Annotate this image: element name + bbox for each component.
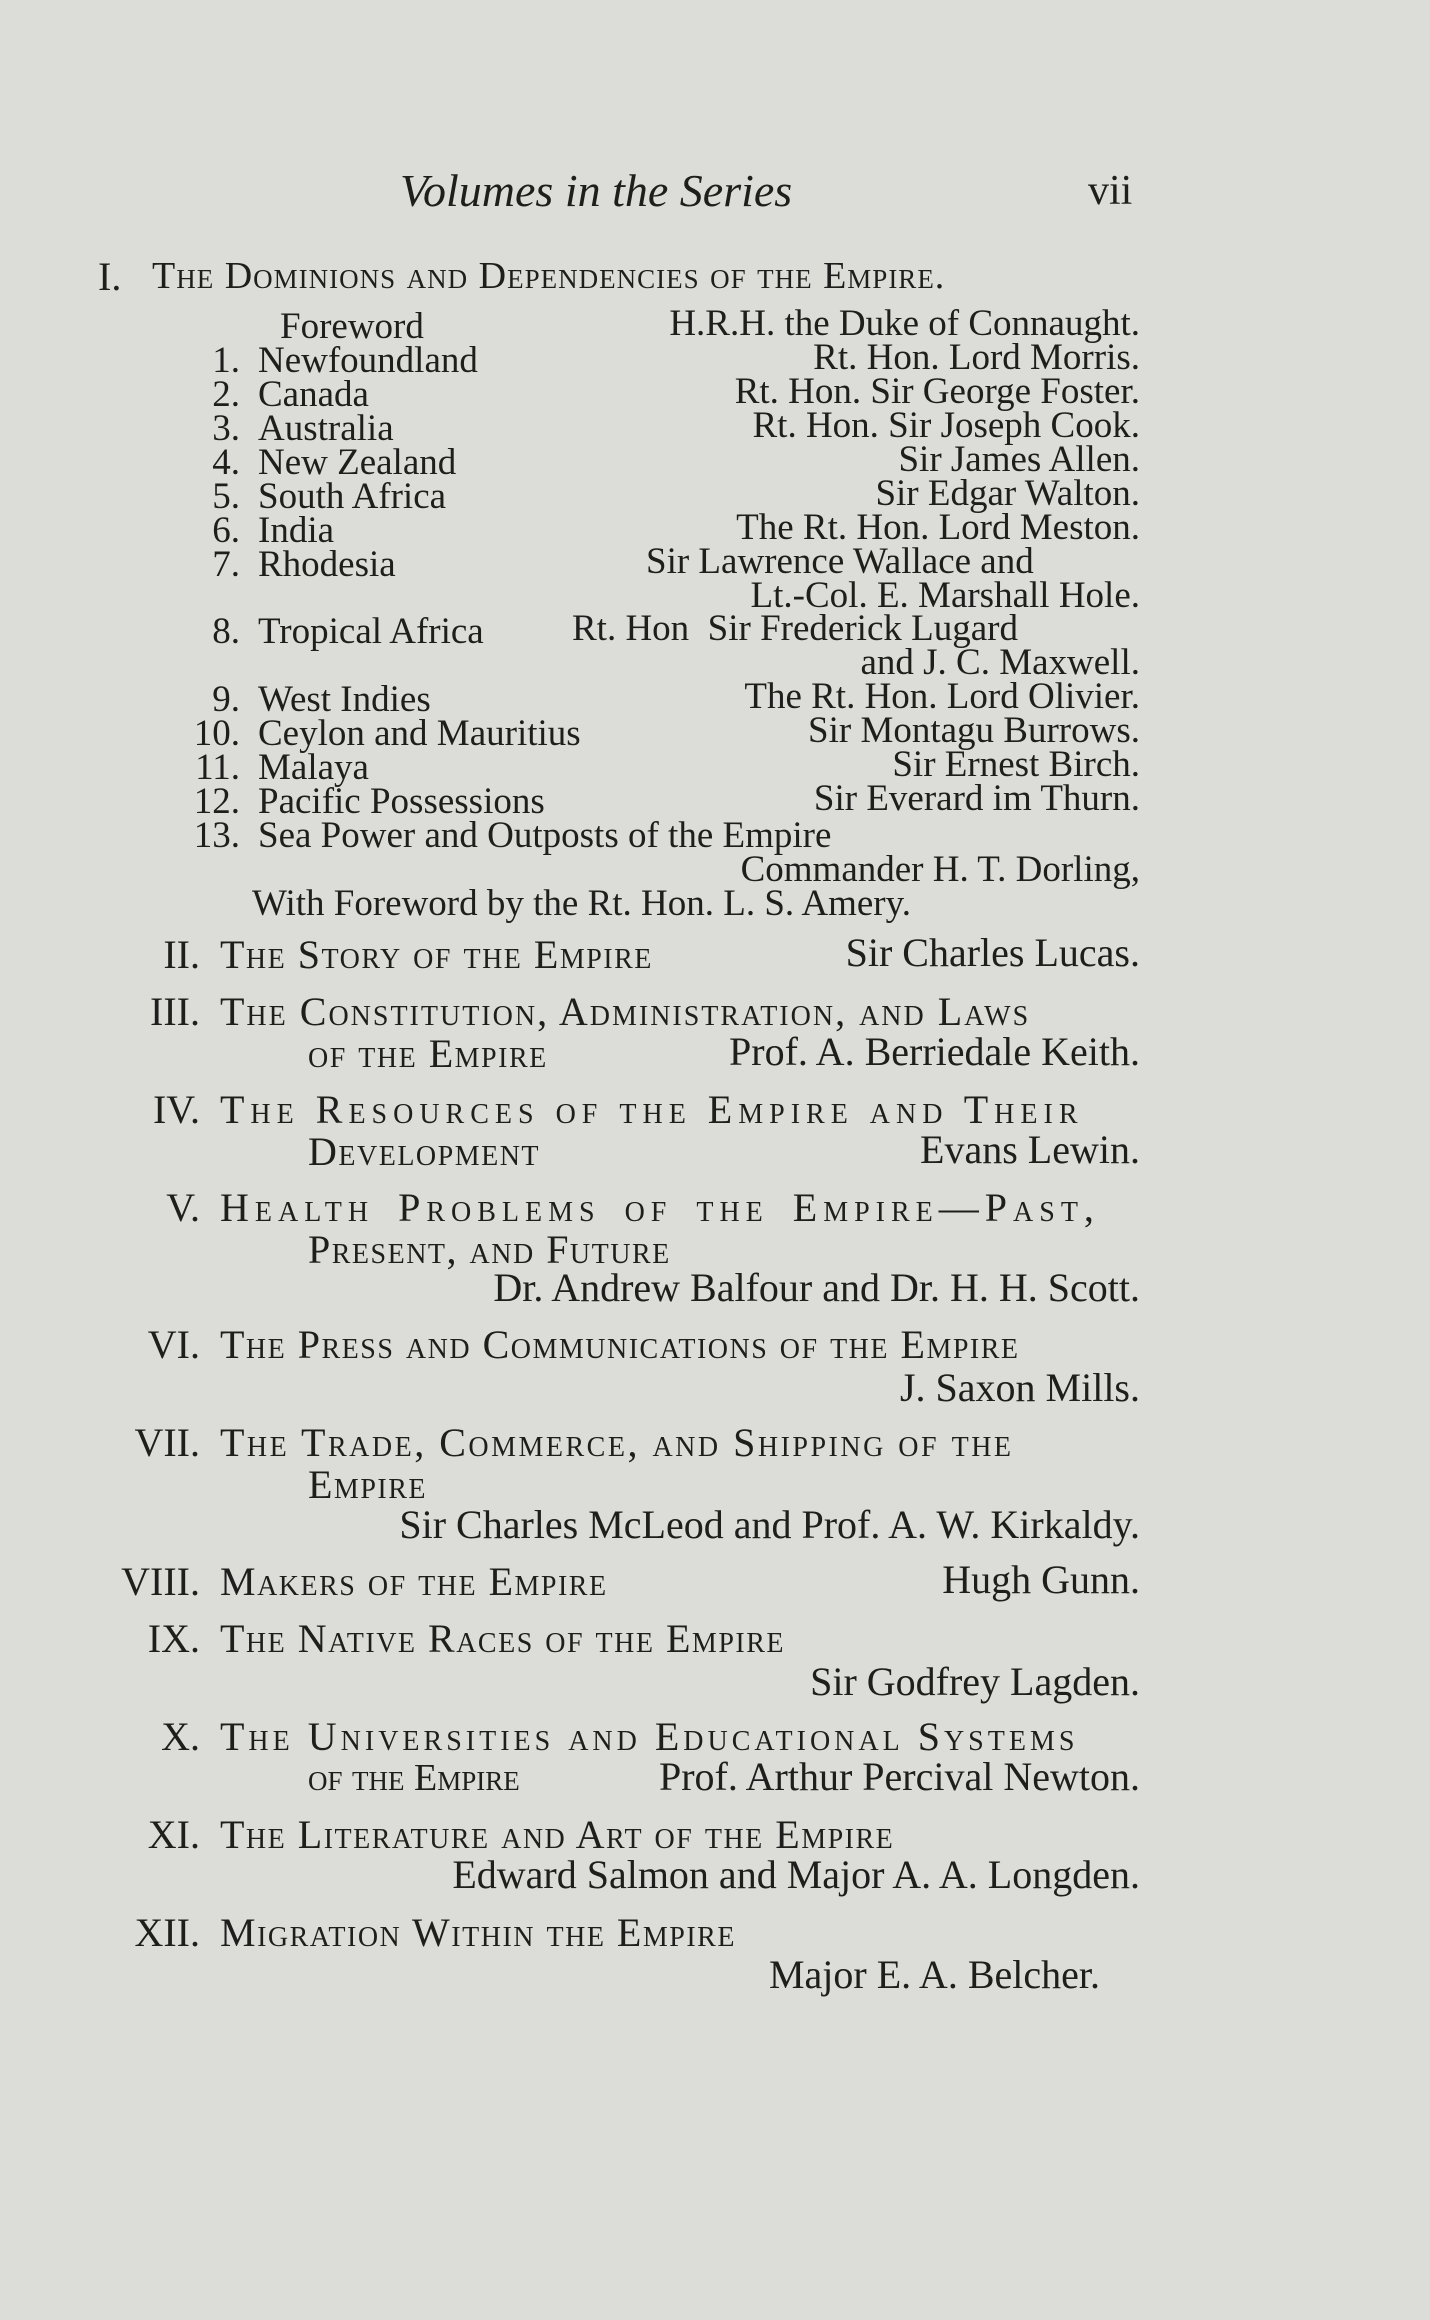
list-item-title: India: [258, 510, 335, 551]
volume-title: The Story of the Empire: [220, 932, 653, 977]
volume-title: The Resources of the Empire and Their: [220, 1087, 1084, 1132]
volume-author: Evans Lewin.: [920, 1127, 1140, 1172]
list-item-title: New Zealand: [258, 442, 457, 483]
volume-numeral: XI.: [147, 1812, 200, 1857]
volume-numeral: VI.: [147, 1322, 200, 1367]
volume-title-continued: Development: [308, 1129, 541, 1174]
volume-title: The Universities and Educational Systems: [220, 1714, 1079, 1759]
list-item-title: Sea Power and Outposts of the Empire: [258, 815, 832, 856]
list-item-author: Rt. Hon. Sir Joseph Cook.: [752, 405, 1140, 446]
list-item-number: 1.: [212, 340, 240, 381]
list-item-author: The Rt. Hon. Lord Olivier.: [744, 676, 1140, 717]
volume-title: The Literature and Art of the Empire: [220, 1812, 895, 1857]
volume-title-continued: Present, and Future: [308, 1227, 671, 1272]
list-item-author: Sir Edgar Walton.: [875, 473, 1140, 514]
list-item-title: Ceylon and Mauritius: [258, 713, 581, 754]
volume-title: Migration Within the Empire: [220, 1910, 736, 1955]
volume-title-continued: of the Empire: [308, 1757, 520, 1799]
foreword-author: H.R.H. the Duke of Connaught.: [669, 303, 1140, 344]
volume-author: Major E. A. Belcher.: [768, 1952, 1100, 1997]
list-item-number: 6.: [212, 510, 240, 551]
list-item-author: Rt. Hon Sir Frederick Lugard: [572, 608, 1018, 649]
list-item-author: Sir Everard im Thurn.: [813, 778, 1140, 819]
volume-author: Sir Godfrey Lagden.: [810, 1659, 1140, 1704]
list-item-title: West Indies: [258, 679, 431, 720]
volume-author: Edward Salmon and Major A. A. Longden.: [452, 1852, 1140, 1897]
volume-author: Sir Charles Lucas.: [845, 930, 1140, 975]
foreword-note: With Foreword by the Rt. Hon. L. S. Amery.: [252, 883, 911, 924]
volume-title: The Press and Communications of the Empire: [220, 1322, 1020, 1367]
part1-numeral: I.: [98, 254, 122, 299]
list-item-title: Malaya: [258, 747, 369, 788]
list-item-title: Newfoundland: [258, 340, 478, 381]
volume-author: Dr. Andrew Balfour and Dr. H. H. Scott.: [493, 1265, 1140, 1310]
list-item-number: 4.: [212, 442, 240, 483]
volume-title: The Constitution, Administration, and Laws: [220, 989, 1031, 1034]
running-header-title: Volumes in the Series: [400, 165, 793, 216]
list-item-title: Rhodesia: [258, 544, 396, 585]
list-item-number: 2.: [212, 374, 240, 415]
list-item-number: 12.: [193, 781, 240, 822]
volume-author: J. Saxon Mills.: [899, 1365, 1140, 1410]
volume-numeral: III.: [150, 989, 200, 1034]
foreword-label: Foreword: [280, 306, 424, 347]
volume-numeral: V.: [166, 1185, 200, 1230]
volume-author: Prof. Arthur Percival Newton.: [658, 1754, 1140, 1799]
list-item-number: 10.: [193, 713, 240, 754]
page-number: vii: [1088, 168, 1133, 214]
list-item-number: 8.: [212, 611, 240, 652]
volume-title: Makers of the Empire: [220, 1559, 608, 1604]
list-item-author: The Rt. Hon. Lord Meston.: [736, 507, 1140, 548]
volume-numeral: X.: [161, 1714, 200, 1759]
volume-author: Hugh Gunn.: [942, 1557, 1140, 1602]
list-item-author: Commander H. T. Dorling,: [740, 849, 1140, 890]
list-item-number: 5.: [212, 476, 240, 517]
list-item-title: Tropical Africa: [258, 611, 484, 652]
volume-author: Prof. A. Berriedale Keith.: [729, 1029, 1140, 1074]
part1-title: The Dominions and Dependencies of the Empire.: [152, 255, 946, 297]
list-item-title: Pacific Possessions: [258, 781, 545, 822]
list-item-title: Canada: [258, 374, 369, 415]
volume-numeral: II.: [163, 932, 200, 977]
volume-title: Health Problems of the Empire—Past,: [220, 1185, 1100, 1230]
volume-numeral: IV.: [152, 1087, 200, 1132]
list-item-number: 7.: [212, 544, 240, 585]
list-item-number: 11.: [195, 747, 240, 788]
list-item-number: 9.: [212, 679, 240, 720]
list-item-author: Sir Montagu Burrows.: [808, 710, 1140, 751]
volume-title: The Trade, Commerce, and Shipping of the: [220, 1420, 1014, 1465]
list-item-title: Australia: [258, 408, 394, 449]
volume-numeral: VII.: [134, 1420, 200, 1465]
volume-title: The Native Races of the Empire: [220, 1616, 785, 1661]
list-item-author: Rt. Hon. Lord Morris.: [813, 337, 1140, 378]
list-item-author: Sir Lawrence Wallace and: [646, 541, 1034, 582]
list-item-author: Sir James Allen.: [898, 439, 1140, 480]
list-item-number: 3.: [212, 408, 240, 449]
volume-numeral: VIII.: [121, 1559, 200, 1604]
list-item-author-continued: Lt.-Col. E. Marshall Hole.: [750, 575, 1140, 616]
volume-numeral: IX.: [147, 1616, 200, 1661]
volume-numeral: XII.: [134, 1910, 200, 1955]
volume-title-continued: Empire: [308, 1462, 428, 1507]
list-item-title: South Africa: [258, 476, 447, 517]
volume-title-continued: of the Empire: [308, 1031, 548, 1076]
list-item-author-continued: and J. C. Maxwell.: [860, 642, 1140, 683]
volume-author: Sir Charles McLeod and Prof. A. W. Kirkaldy.: [399, 1502, 1140, 1547]
list-item-author: Rt. Hon. Sir George Foster.: [734, 371, 1140, 412]
list-item-author: Sir Ernest Birch.: [892, 744, 1140, 785]
list-item-number: 13.: [193, 815, 240, 856]
